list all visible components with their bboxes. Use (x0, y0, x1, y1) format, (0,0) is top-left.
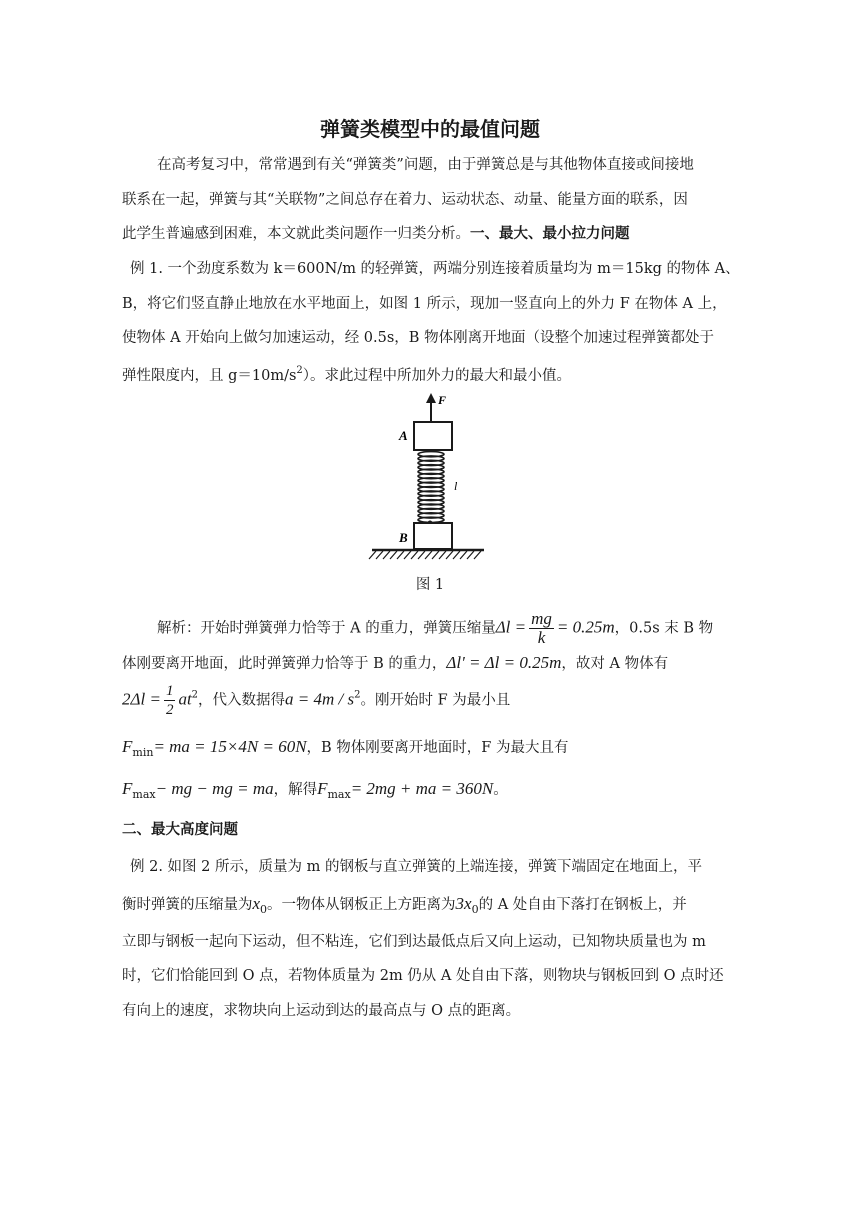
hatch-line (390, 551, 397, 559)
section-2-heading: 二、最大高度问题 (122, 822, 238, 838)
f-min-equation: = ma = 15×4N = 60N (153, 737, 307, 756)
intro-line-1: 在高考复习中，常常遇到有关“弹簧类”问题，由于弹簧总是与其他物体直接或间接地 (157, 157, 694, 173)
hatch-line (411, 551, 418, 559)
hatch-line (383, 551, 390, 559)
fraction-denominator: k (537, 628, 546, 647)
example-1-line-3: 使物体 A 开始向上做匀加速运动，经 0.5s，B 物体刚离开地面（设整个加速过程弹簧都处于 (122, 330, 715, 346)
figure-1-spring-diagram (368, 392, 492, 568)
three-x0-sub: 0 (471, 903, 479, 916)
spring-coils (418, 452, 444, 523)
hatch-line (404, 551, 411, 559)
example-2-line-3: 立即与钢板一起向下运动，但不粘连，它们到达最低点后又向上运动，已知物块质量也为 m (122, 934, 706, 950)
hatch-line (376, 551, 383, 559)
hatch-line (418, 551, 425, 559)
f-max-symbol-2: F (317, 779, 328, 798)
solution-1-text-b: ，0.5s 末 B 物 (614, 620, 714, 637)
x0-symbol: x (252, 894, 261, 913)
example-2-line-4: 时，它们恰能回到 O 点，若物体质量为 2m 仍从 A 处自由下落，则物块与钢板回到 O 点时还 (122, 968, 724, 984)
acceleration-equation: a = 4m / s (285, 689, 355, 709)
f-max-result: = 2mg + ma = 360N (350, 779, 494, 798)
half-numerator: 1 (165, 683, 174, 699)
hatch-line (425, 551, 432, 559)
solution-2-text-b: ，故对 A 物体有 (561, 656, 669, 672)
half-denominator: 2 (165, 702, 174, 718)
hatch-line (432, 551, 439, 559)
figure-1-caption: 图 1 (415, 577, 445, 593)
hatch-line (460, 551, 467, 559)
example-2-line-2b: 。一物体从钢板正上方距离为 (267, 897, 456, 913)
solution-2-text-a: 体刚要离开地面，此时弹簧弹力恰等于 B 的重力， (122, 656, 447, 672)
at-squared: at (178, 689, 192, 709)
fraction-numerator: mg (531, 609, 552, 628)
example-2-line-1: 例 2. 如图 2 所示，质量为 m 的钢板与直立弹簧的上端连接，弹簧下端固定在地面上，平 (130, 859, 702, 875)
solution-line-2 (122, 652, 742, 675)
f-min-symbol: F (122, 737, 133, 756)
label-F: F (438, 393, 447, 407)
hatch-line (439, 551, 446, 559)
label-l: l (454, 479, 458, 493)
f-max-sub: max (132, 788, 156, 801)
intro-line-2: 联系在一起，弹簧与其“关联物”之间总存在着力、运动状态、动量、能量方面的联系，因 (122, 192, 688, 208)
hatch-line (369, 551, 376, 559)
example-2-line-2 (122, 893, 742, 921)
three-x0-symbol: 3x (455, 894, 472, 913)
example-2-line-2c: 的 A 处自由下落打在钢板上，并 (478, 897, 687, 913)
example-1-line-4 (122, 361, 742, 386)
f-max-equation: − mg − mg = ma (155, 779, 274, 798)
solution-4-text-b: ，B 物体刚要离开地面时，F 为最大且有 (306, 740, 569, 756)
label-B: B (399, 530, 408, 545)
document-title: 弹簧类模型中的最值问题 (320, 117, 540, 141)
solution-3-text-a: ，代入数据得 (198, 692, 286, 709)
at-squared-sup: 2 (191, 689, 199, 701)
solution-line-5 (122, 778, 742, 806)
hatch-line (467, 551, 474, 559)
block-A (414, 422, 452, 450)
label-A: A (399, 428, 408, 443)
example-2-line-5: 有向上的速度，求物块向上运动到达的最高点与 O 点的距离。 (122, 1003, 521, 1019)
one-half-fraction (164, 682, 176, 719)
acceleration-sup: 2 (354, 689, 361, 701)
hatch-line (453, 551, 460, 559)
f-max-symbol: F (122, 779, 133, 798)
f-max-sub-2: max (327, 788, 351, 801)
delta-l-rhs: = 0.25m (556, 617, 615, 637)
solution-line-4 (122, 736, 742, 764)
example-1-line-4a: 弹性限度内，且 g＝10m/s (122, 368, 297, 384)
solution-1-text-a: 解析：开始时弹簧弹力恰等于 A 的重力，弹簧压缩量 (157, 620, 496, 637)
solution-3-text-b: 。刚开始时 F 为最小且 (360, 692, 511, 709)
solution-5-text-b: 。 (493, 782, 508, 798)
delta-l-lhs: Δl = (495, 617, 527, 637)
hatch-line (446, 551, 453, 559)
section-1-heading: 一、最大、最小拉力问题 (470, 226, 630, 242)
hatch-line (474, 551, 481, 559)
solution-line-3 (122, 682, 742, 719)
solution-line-1 (157, 610, 777, 647)
solution-5-text-a: ，解得 (273, 782, 318, 798)
ground-hatching (369, 551, 481, 559)
two-delta-l-lhs: 2Δl = (122, 689, 161, 709)
force-arrow-head (426, 393, 436, 403)
example-1-line-1: 例 1. 一个劲度系数为 k＝600N/m 的轻弹簧，两端分别连接着质量均为 m＝15kg 的物体 A、 (130, 261, 740, 277)
example-1-line-2: B，将它们竖直静止地放在水平地面上，如图 1 所示，现加一竖直向上的外力 F 在物体 A 上， (122, 296, 727, 312)
block-B (414, 523, 452, 549)
mg-over-k-fraction (529, 610, 554, 647)
delta-l-prime-equation: Δl' = Δl = 0.25m (446, 653, 562, 672)
example-1-line-4-sup: 2 (296, 365, 303, 376)
intro-line-3 (122, 224, 742, 244)
example-1-line-4b: ）。求此过程中所加外力的最大和最小值。 (302, 368, 572, 384)
intro-line-3-text: 此学生普遍感到困难，本文就此类问题作一归类分析。 (122, 226, 470, 242)
f-min-sub: min (132, 746, 154, 759)
example-2-line-2a: 衡时弹簧的压缩量为 (122, 897, 253, 913)
hatch-line (397, 551, 404, 559)
x0-sub: 0 (260, 903, 268, 916)
